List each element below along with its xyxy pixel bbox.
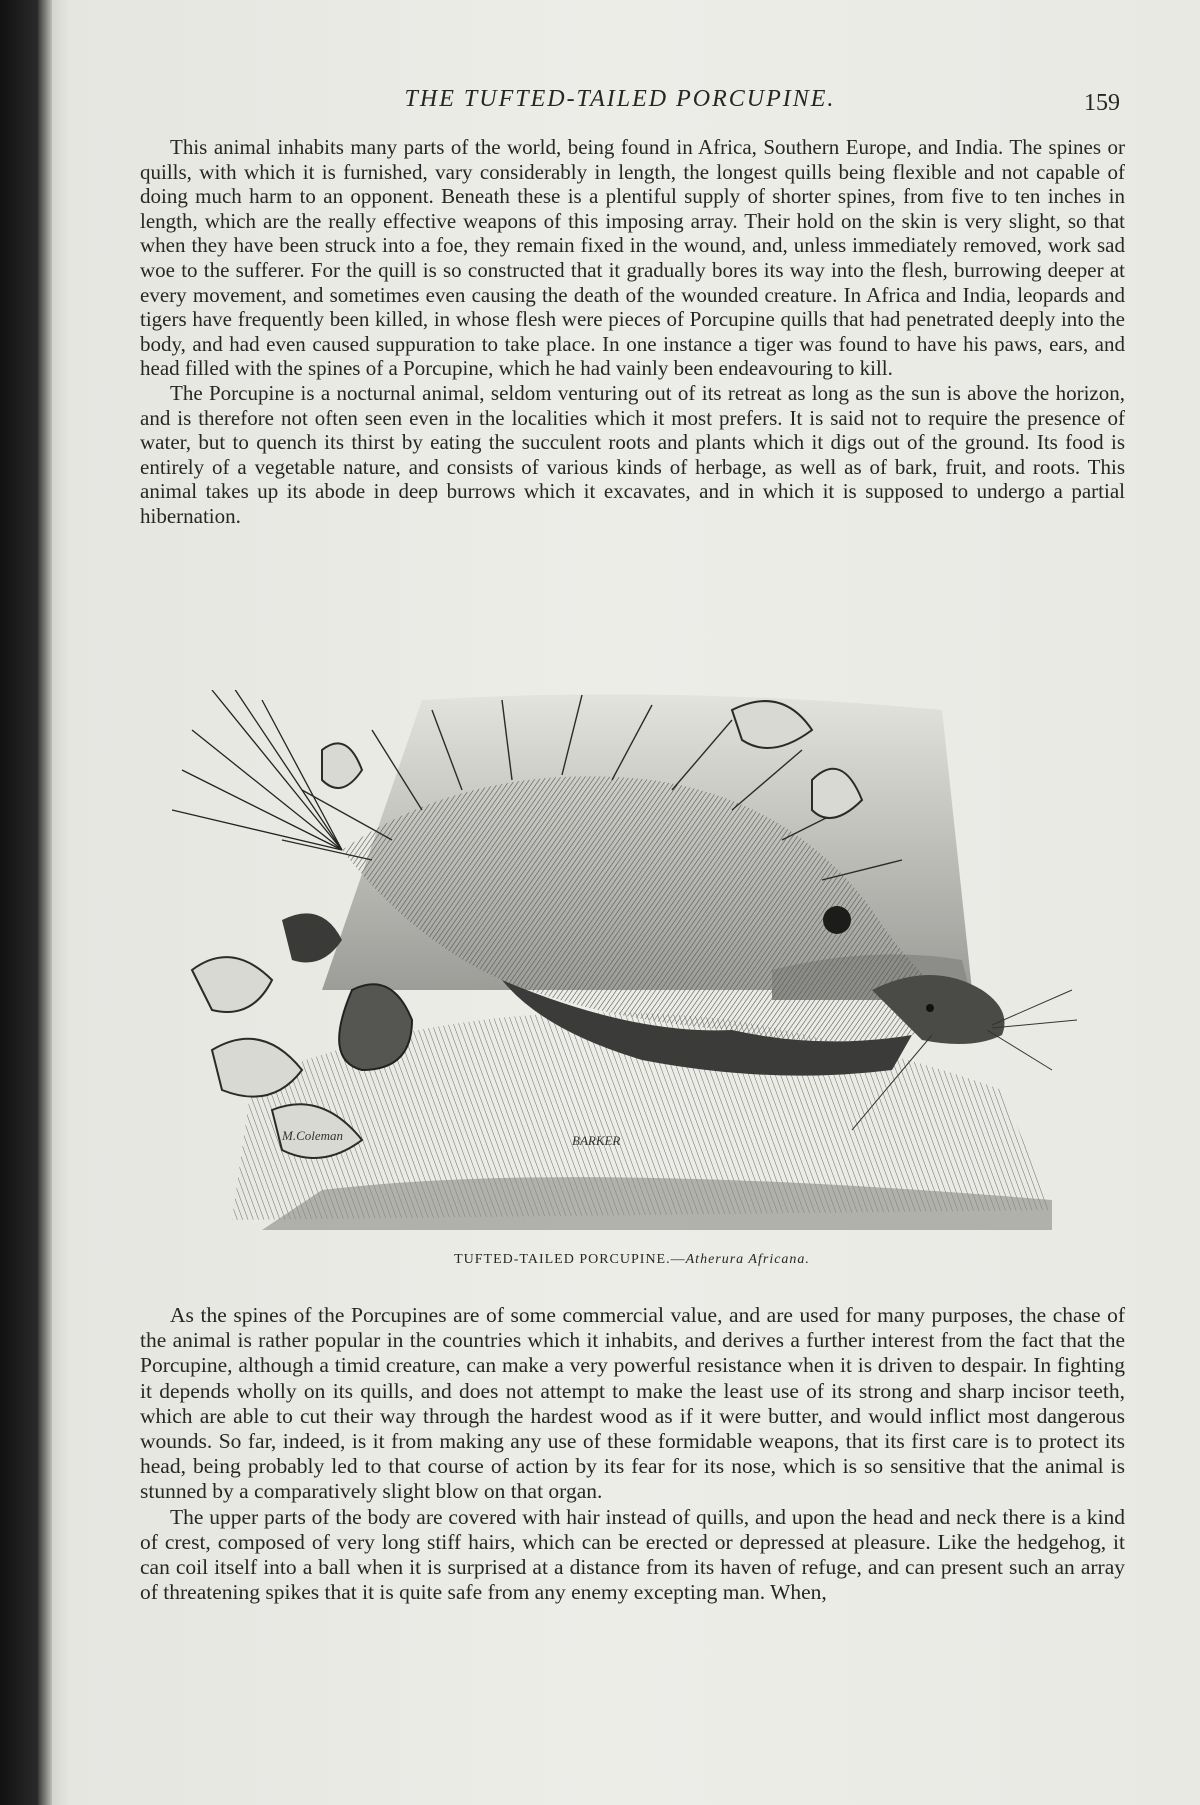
running-title: THE TUFTED-TAILED PORCUPINE. — [404, 86, 836, 112]
caption-scientific-name: Atherura Africana. — [685, 1252, 810, 1267]
body-text-bottom — [140, 1303, 1125, 1605]
paragraph: This animal inhabits many parts of the world, being found in Africa, Southern Europe, and India. The spines or quills, with which it is furnished, vary considerably in length, the longest quills being flexible and not capable of doing much harm to an opponent. Beneath these is a plentiful supply of shorter spines, from five to ten inches in length, which are the really effective weapons of this imposing array. Their hold on the skin is very slight, so that when they have been struck into a foe, they remain fixed in the wound, and, unless immediately removed, work sad woe to the sufferer. For the quill is so constructed that it gradually bores its way into the flesh, burrowing deeper at every movement, and sometimes even causing the death of the wounded creature. In Africa and India, leopards and tigers have frequently been killed, in whose flesh were pieces of Porcupine quills that had penetrated deeply into the body, and had even caused suppuration to take place. In one instance a tiger was found to have his paws, ears, and head filled with the spines of a Porcupine, which he had vainly been endeavouring to kill. — [140, 135, 1125, 381]
engraver-signature: BARKER — [572, 1133, 621, 1148]
porcupine-eye — [926, 1004, 934, 1012]
page-header — [120, 86, 1120, 126]
dark-leaf — [282, 913, 342, 962]
body-text-top — [140, 135, 1125, 529]
book-binding-edge — [38, 0, 52, 1805]
page-number: 159 — [1084, 90, 1120, 116]
illustrator-signature: M.Coleman — [282, 1128, 344, 1143]
engraving-image — [172, 690, 1092, 1245]
gourd-fruit-icon — [339, 984, 412, 1070]
paragraph: The upper parts of the body are covered with hair instead of quills, and upon the head and neck there is a kind of crest, composed of very long stiff hairs, which can be erected or depressed at pleasure. Like the hedgehog, it can coil itself into a ball when it is surprised at a distance from its haven of refuge, and can present such an array of threatening spikes that it is quite safe from any enemy excepting man. When, — [140, 1504, 1125, 1605]
figure-caption — [172, 1252, 1092, 1268]
paragraph: The Porcupine is a nocturnal animal, seldom venturing out of its retreat as long as the sun is above the horizon, and is therefore not often seen even in the localities which it most prefers. It is said not to require the presence of water, but to quench its thirst by eating the succulent roots and plants which it digs out of the ground. Its food is entirely of a vegetable nature, and consists of various kinds of herbage, as well as of bark, fruit, and roots. This animal takes up its abode in deep burrows which it excavates, and in which it is supposed to undergo a partial hibernation. — [140, 380, 1125, 528]
porcupine-ear — [823, 906, 851, 934]
caption-common-name: TUFTED-TAILED PORCUPINE.— — [454, 1252, 686, 1267]
porcupine-illustration — [172, 690, 1092, 1267]
porcupine-tail-tuft — [172, 690, 342, 850]
paragraph: As the spines of the Porcupines are of some commercial value, and are used for many purposes, the chase of the animal is rather popular in the countries which it inhabits, and derives a further interest from the fact that the Porcupine, although a timid creature, can make a very powerful resistance when it is driven to despair. In fighting it depends wholly on its quills, and does not attempt to make the least use of its strong and sharp incisor teeth, which are able to cut their way through the hardest wood as if it were butter, and would inflict most dangerous wounds. So far, indeed, is it from making any use of these formidable weapons, that its first care is to protect its head, being probably led to that course of action by its fear for its nose, which is so sensitive that the animal is stunned by a comparatively slight blow on that organ. — [140, 1303, 1125, 1504]
